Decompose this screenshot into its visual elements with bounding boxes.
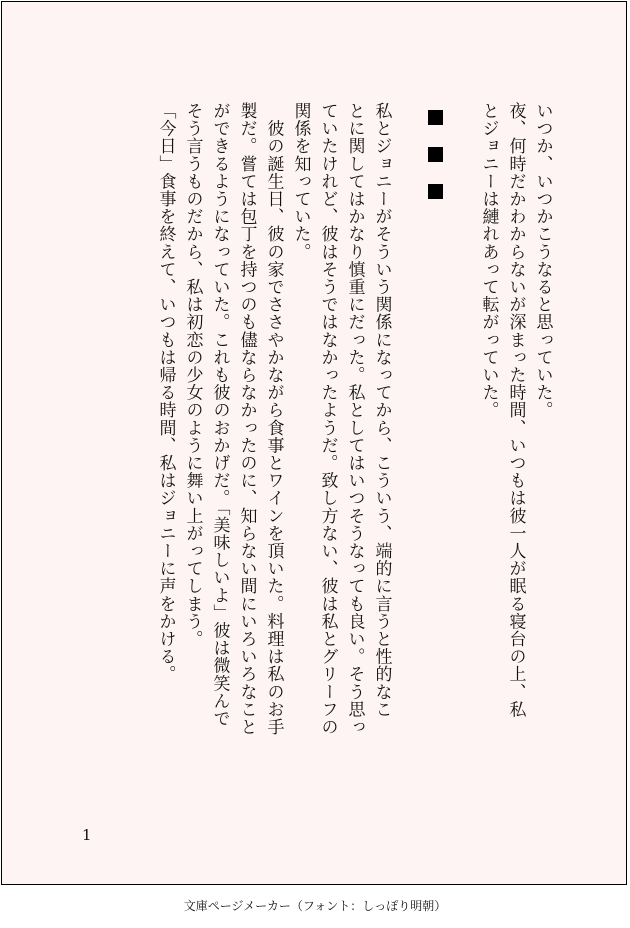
- text-column: 製だ。嘗ては包丁を持つのも儘ならなかったのに、知らない間にいろいろなこと: [236, 102, 257, 736]
- separator-square: [428, 110, 443, 125]
- text-column: 彼の誕生日、彼の家でささやかながら食事とワインを頂いた。料理は私のお手: [263, 102, 284, 736]
- page: [1, 1, 627, 885]
- text-column: そう言うものだから、私は初恋の少女のように舞い上がってしまう。: [182, 102, 203, 648]
- text-column: とに関してはかなり慎重にだった。私としてはいつそうなっても良い。そう思っ: [344, 102, 365, 736]
- blank-column: [396, 102, 422, 762]
- separator-square: [428, 184, 443, 199]
- text-column: 私とジョニーがそういう関係になってから、こういう、端的に言うと性的なこ: [371, 102, 392, 718]
- footer-caption: 文庫ページメーカー（フォント：しっぽり明朝）: [183, 899, 447, 913]
- text-column: 関係を知っていた。: [290, 102, 311, 261]
- page-number: 1: [82, 826, 92, 844]
- text-column: 夜、何時だかわからないが深まった時間、いつもは彼一人が眠る寝台の上、私: [505, 102, 526, 718]
- text-column: いつか、いつかこうなると思っていた。: [532, 102, 553, 419]
- section-separator: [422, 102, 448, 762]
- text-column: ていたけれど、彼はそうではなかったようだ。致し方ない、彼は私とグリーフの: [317, 102, 338, 736]
- blank-column: [449, 102, 475, 762]
- text-column: 「今日」食事を終えて、いつもは帰る時間、私はジョニーに声をかける。: [155, 102, 176, 683]
- separator-square: [428, 147, 443, 162]
- text-column: とジョニーは縺れあって転がっていた。: [478, 102, 499, 419]
- vertical-text-body: [152, 102, 556, 762]
- text-column: ができるようになっていた。これも彼のおかげだ。「美味しいよ」彼は微笑んで: [209, 102, 230, 728]
